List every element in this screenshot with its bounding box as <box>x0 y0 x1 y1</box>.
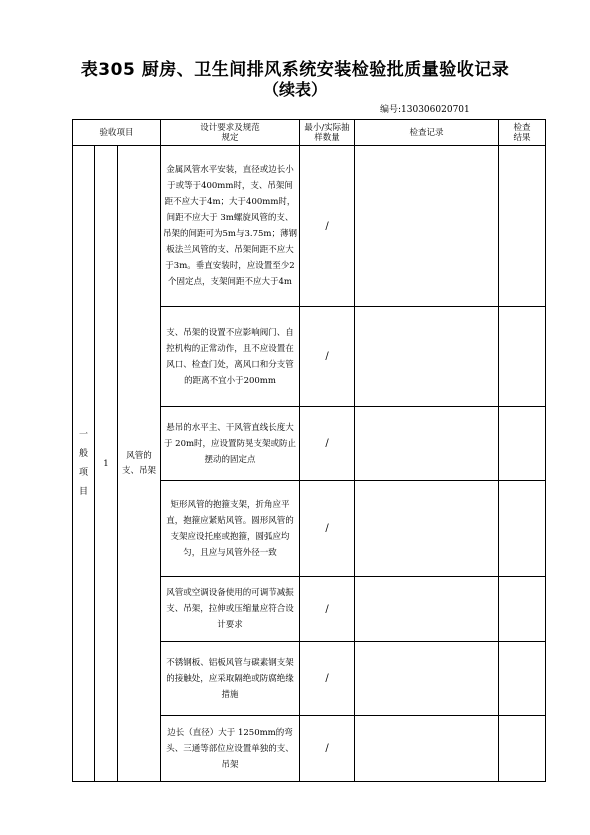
result-cell[interactable] <box>499 407 546 481</box>
item-name-cell: 风管的支、吊架 <box>118 146 161 782</box>
header-record: 检查记录 <box>355 120 499 146</box>
result-cell[interactable] <box>499 146 546 307</box>
requirement-cell: 不锈钢板、铝板风管与碳素钢支架的接触处，应采取隔绝或防腐绝缘措施 <box>161 642 300 716</box>
requirement-cell: 风管或空调设备使用的可调节减振支、吊架，拉伸或压缩量应符合设计要求 <box>161 577 300 642</box>
item-number-cell: 1 <box>95 146 118 782</box>
record-cell[interactable] <box>355 307 499 407</box>
record-cell[interactable] <box>355 577 499 642</box>
page-subtitle: （续表） <box>262 80 327 99</box>
table-row <box>73 146 546 307</box>
record-cell[interactable] <box>355 146 499 307</box>
inspection-table <box>72 119 546 782</box>
page-title: 表305 厨房、卫生间排风系统安装检验批质量验收记录 <box>80 60 510 80</box>
result-cell[interactable] <box>499 716 546 782</box>
header-result: 检查结果 <box>499 120 546 146</box>
record-cell[interactable] <box>355 407 499 481</box>
sample-cell: / <box>300 407 355 481</box>
requirement-cell: 悬吊的水平主、干风管直线长度大于 20m时，应设置防晃支架或防止摆动的固定点 <box>161 407 300 481</box>
result-cell[interactable] <box>499 577 546 642</box>
table-header-row <box>73 120 546 146</box>
header-sample: 最小/实际抽样数量 <box>300 120 355 146</box>
requirement-cell: 支、吊架的设置不应影响阀门、自控机构的正常动作，且不应设置在风口、检查门处，离风口和分支管的距离不宜小于200mm <box>161 307 300 407</box>
header-requirement: 设计要求及规范规定 <box>161 120 300 146</box>
record-cell[interactable] <box>355 716 499 782</box>
record-cell[interactable] <box>355 481 499 577</box>
document-number: 编号:130306020701 <box>380 105 470 115</box>
sample-cell: / <box>300 577 355 642</box>
sample-cell: / <box>300 481 355 577</box>
category-cell: 一般项目 <box>73 146 95 782</box>
requirement-cell: 矩形风管的抱箍支架，折角应平直，抱箍应紧贴风管。圆形风管的支架应设托座或抱箍，圆弧应均匀，且应与风管外径一致 <box>161 481 300 577</box>
sample-cell: / <box>300 307 355 407</box>
result-cell[interactable] <box>499 307 546 407</box>
sample-cell: / <box>300 642 355 716</box>
requirement-cell: 金属风管水平安装，直径或边长小于或等于400mm时，支、吊架间距不应大于4m；大于400mm时，间距不应大于 3m螺旋风管的支、吊架的间距可为5m与3.75m；薄钢板法兰风管的支、吊架间距不应大于3m。垂直安装时，应设置至少2个固定点，支架间距不应大于4m <box>161 146 300 307</box>
result-cell[interactable] <box>499 481 546 577</box>
record-cell[interactable] <box>355 642 499 716</box>
requirement-cell: 边长（直径）大于 1250mm的弯头、三通等部位应设置单独的支、吊架 <box>161 716 300 782</box>
sample-cell: / <box>300 146 355 307</box>
header-item: 验收项目 <box>73 120 161 146</box>
result-cell[interactable] <box>499 642 546 716</box>
sample-cell: / <box>300 716 355 782</box>
